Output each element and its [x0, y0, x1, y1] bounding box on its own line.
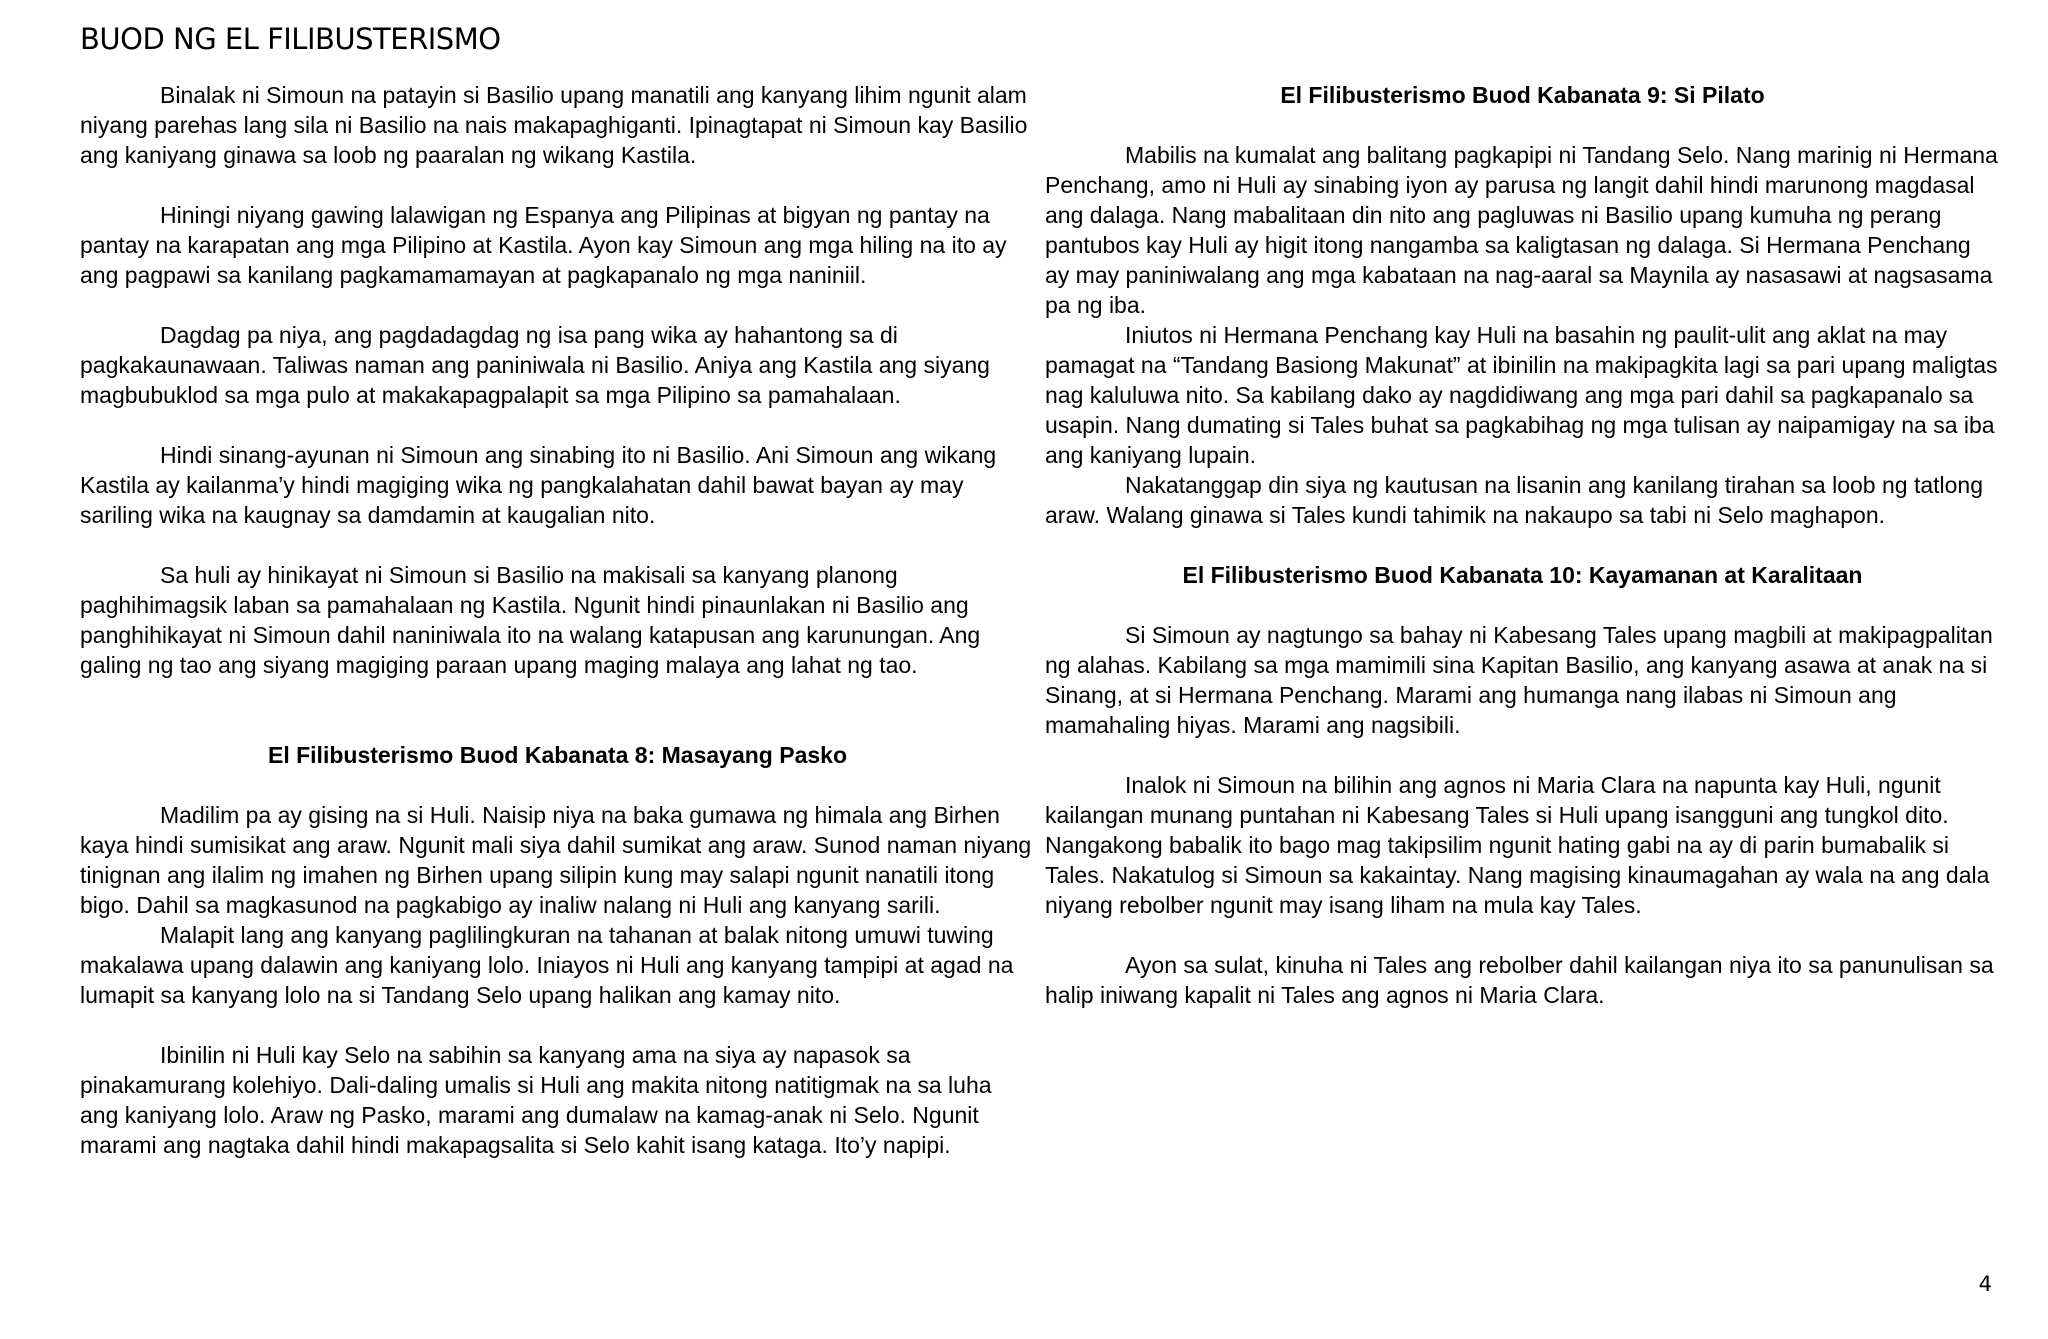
paragraph: Ibinilin ni Huli kay Selo na sabihin sa kanyang ama na siya ay napasok sa pinakamurang kolehiyo. Dali-daling umalis si Huli ang makita nitong natitigmak na sa luha ang kaniyang lolo. Araw ng Pasko, marami ang dumalaw na kamag-anak ni Selo. Ngunit marami ang nagtaka dahil hindi makapagsalita si Selo kahit isang kataga. Ito’y napipi. — [80, 1042, 992, 1158]
paragraph: Sa huli ay hinikayat ni Simoun si Basilio na makisali sa kanyang planong paghihimagsik laban sa pamahalaan ng Kastila. Ngunit hindi pinaunlakan ni Basilio ang panghihikayat ni Simoun dahil naniniwala ito na walang katapusan ang karunungan. Ang galing ng tao ang siyang magiging paraan upang maging malaya ang lahat ng tao. — [80, 562, 981, 678]
paragraph: Hindi sinang-ayunan ni Simoun ang sinabing ito ni Basilio. Ani Simoun ang wikang Kastila ay kailanma’y hindi magiging wika ng pangkalahatan dahil bawat bayan ay may sariling wika na kaugnay sa damdamin at kaugalian nito. — [80, 442, 997, 528]
paragraph: Ayon sa sulat, kinuha ni Tales ang rebolber dahil kailangan niya ito sa panunulisan sa halip iniwang kapalit ni Tales ang agnos ni Maria Clara. — [1045, 952, 1994, 1008]
paragraph: Iniutos ni Hermana Penchang kay Huli na basahin ng paulit-ulit ang aklat na may pamagat na “Tandang Basiong Makunat” at ibinilin na makipagkita lagi sa pari upang maligtas nag kaluluwa nito. Sa kabilang dako ay nagdidiwang ang mga pari dahil sa pagkapanalo sa usapin. Nang dumating si Tales buhat sa pagkabihag ng mga tulisan ay naipamigay na sa iba ang kaniyang lupain. — [1045, 322, 1998, 468]
chapter-9-heading: El Filibusterismo Buod Kabanata 9: Si Pilato — [1280, 82, 1765, 108]
paragraph: Malapit lang ang kanyang paglilingkuran na tahanan at balak nitong umuwi tuwing makalawa upang dalawin ang kaniyang lolo. Iniayos ni Huli ang kanyang tampipi at agad na lumapit sa kanyang lolo na si Tandang Selo upang halikan ang kamay nito. — [80, 922, 1014, 1008]
paragraph: Mabilis na kumalat ang balitang pagkapipi ni Tandang Selo. Nang marinig ni Hermana Penchang, amo ni Huli ay sinabing iyon ay parusa ng langit dahil hindi marunong magdasal ang dalaga. Nang mabalitaan din nito ang pagluwas ni Basilio upang kumuha ng perang pantubos kay Huli ay higit itong nangamba sa kaligtasan ng dalaga. Si Hermana Penchang ay may paniniwalang ang mga kabataan na nag-aaral sa Maynila ay nasasawi at nagsasama pa ng iba. — [1045, 142, 1998, 318]
chapter-8-heading: El Filibusterismo Buod Kabanata 8: Masayang Pasko — [268, 742, 847, 768]
document-title: BUOD NG EL FILIBUSTERISMO — [80, 22, 501, 56]
chapter-10-heading: El Filibusterismo Buod Kabanata 10: Kayamanan at Karalitaan — [1182, 562, 1863, 588]
page-number: 4 — [1978, 1272, 1992, 1296]
paragraph: Dagdag pa niya, ang pagdadagdag ng isa pang wika ay hahantong sa di pagkakaunawaan. Taliwas naman ang paniniwala ni Basilio. Aniya ang Kastila ang siyang magbubuklod sa mga pulo at makakapagpalapit sa mga Pilipino sa pamahalaan. — [80, 322, 990, 408]
left-column — [80, 80, 1035, 1160]
paragraph: Hiningi niyang gawing lalawigan ng Espanya ang Pilipinas at bigyan ng pantay na pantay na karapatan ang mga Pilipino at Kastila. Ayon kay Simoun ang mga hiling na ito ay ang pagpawi sa kanilang pagkamamamayan at pagkapanalo ng mga naniniil. — [80, 202, 1007, 288]
paragraph: Nakatanggap din siya ng kautusan na lisanin ang kanilang tirahan sa loob ng tatlong araw. Walang ginawa si Tales kundi tahimik na nakaupo sa tabi ni Selo maghapon. — [1045, 472, 1984, 528]
paragraph: Inalok ni Simoun na bilihin ang agnos ni Maria Clara na napunta kay Huli, ngunit kailangan munang puntahan ni Kabesang Tales si Huli upang isangguni ang tungkol dito. Nangakong babalik ito bago mag takipsilim ngunit hating gabi na ay di parin bumabalik si Tales. Nakatulog si Simoun sa kakaintay. Nang magising kinaumagahan ay wala na ang dala niyang rebolber ngunit may isang liham na mula kay Tales. — [1045, 772, 1990, 918]
paragraph: Si Simoun ay nagtungo sa bahay ni Kabesang Tales upang magbili at makipagpalitan ng alahas. Kabilang sa mga mamimili sina Kapitan Basilio, ang kanyang asawa at anak na si Sinang, at si Hermana Penchang. Marami ang humanga nang ilabas ni Simoun ang mamahaling hiyas. Marami ang nagsibili. — [1045, 622, 1993, 738]
paragraph: Binalak ni Simoun na patayin si Basilio upang manatili ang kanyang lihim ngunit alam niyang parehas lang sila ni Basilio na nais makapaghiganti. Ipinagtapat ni Simoun kay Basilio ang kaniyang ginawa sa loob ng paaralan ng wikang Kastila. — [80, 82, 1028, 168]
right-column — [1045, 80, 2000, 1010]
paragraph: Madilim pa ay gising na si Huli. Naisip niya na baka gumawa ng himala ang Birhen kaya hindi sumisikat ang araw. Ngunit mali siya dahil sumikat ang araw. Sunod naman niyang tinignan ang ilalim ng imahen ng Birhen upang silipin kung may salapi ngunit nanatili itong bigo. Dahil sa magkasunod na pagkabigo ay inaliw nalang ni Huli ang kanyang sarili. — [80, 802, 1032, 918]
